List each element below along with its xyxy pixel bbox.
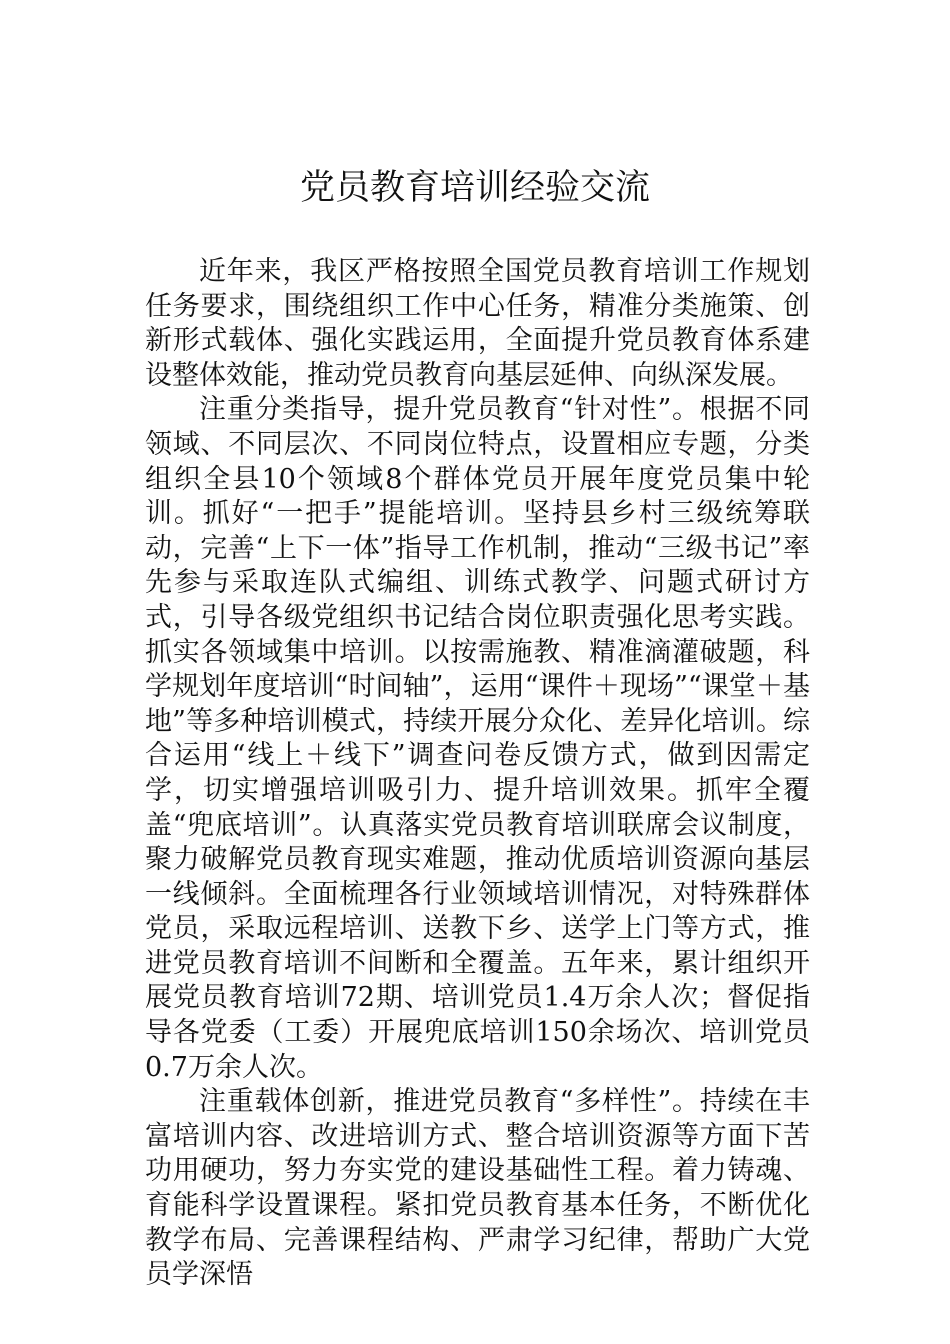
paragraph-carrier-innovation: 注重载体创新，推进党员教育“多样性”。持续在丰富培训内容、改进培训方式、整合培训资源等方面下苦功用硬功，努力夯实党的建设基础性工程。着力铸魂、育能科学设置课程。紧扣党员教育基本任务，不断优化教学布局、完善课程结构、严肃学习纪律，帮助广大党员学深悟 xyxy=(145,1086,810,1291)
paragraph-intro: 近年来，我区严格按照全国党员教育培训工作规划任务要求，围绕组织工作中心任务，精准分类施策、创新形式载体、强化实践运用，全面提升党员教育体系建设整体效能，推动党员教育向基层延伸、向纵深发展。 xyxy=(145,256,810,391)
document-body xyxy=(145,255,810,1293)
paragraph-classified-guidance: 注重分类指导，提升党员教育“针对性”。根据不同领域、不同层次、不同岗位特点，设置相应专题，分类组织全县10个领域8个群体党员开展年度党员集中轮训。抓好“一把手”提能培训。坚持县乡村三级统筹联动，完善“上下一体”指导工作机制，推动“三级书记”率先参与采取连队式编组、训练式教学、问题式研讨方式，引导各级党组织书记结合岗位职责强化思考实践。抓实各领域集中培训。以按需施教、精准滴灌破题，科学规划年度培训“时间轴”，运用“课件＋现场”“课堂＋基地”等多种培训模式，持续开展分众化、差异化培训。综合运用“线上＋线下”调查问卷反馈方式，做到因需定学，切实增强培训吸引力、提升培训效果。抓牢全覆盖“兜底培训”。认真落实党员教育培训联席会议制度，聚力破解党员教育现实难题，推动优质培训资源向基层一线倾斜。全面梳理各行业领域培训情况，对特殊群体党员，采取远程培训、送教下乡、送学上门等方式，推进党员教育培训不间断和全覆盖。五年来，累计组织开展党员教育培训72期、培训党员1.4万余人次；督促指导各党委（工委）开展兜底培训150余场次、培训党员0.7万余人次。 xyxy=(145,394,810,1083)
document-title: 党员教育培训经验交流 xyxy=(299,168,650,208)
